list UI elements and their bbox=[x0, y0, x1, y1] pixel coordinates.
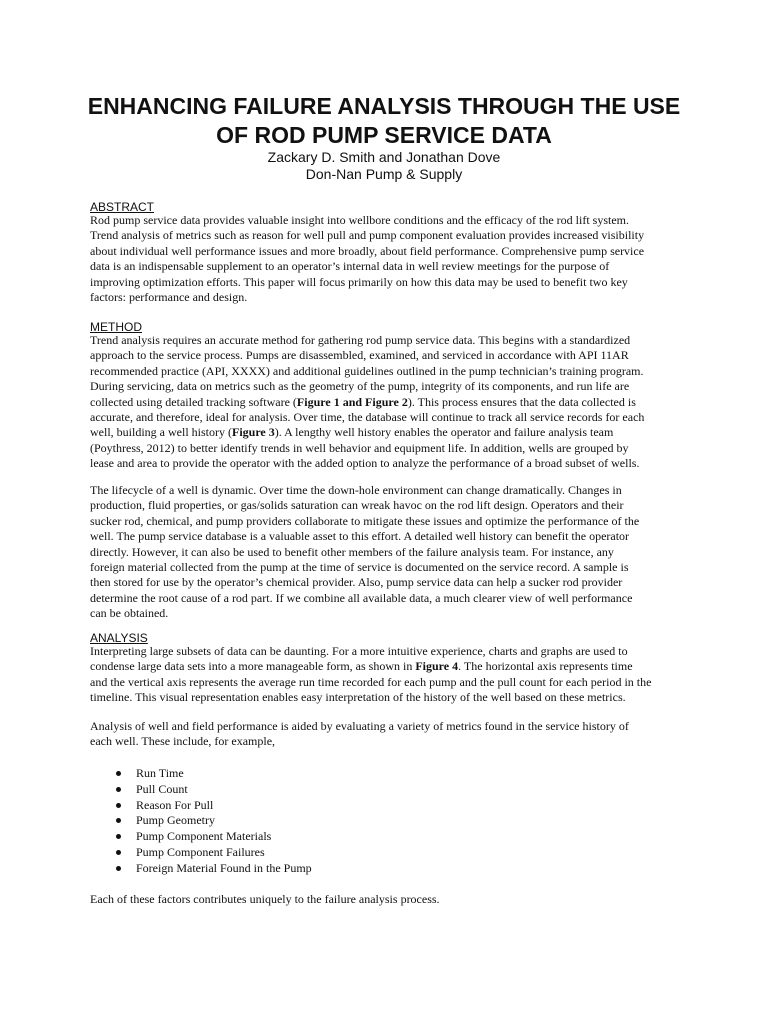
metrics-bullet-list bbox=[116, 766, 312, 877]
text-line: improving optimization efforts. This paper will focus primarily on how this data may be used to benefit two key bbox=[90, 274, 628, 289]
text-line: then stored for use by the operator’s chemical provider. Also, pump service data can help a sucker rod provider bbox=[90, 575, 623, 590]
text-run: condense large data sets into a more manageable form, as shown in bbox=[90, 659, 416, 674]
method-heading: METHOD bbox=[90, 320, 142, 334]
figure-reference: Figure 4 bbox=[415, 659, 459, 674]
text-line: foreign material collected from the pump at the time of service is documented on the service record. A sample is bbox=[90, 560, 629, 575]
list-item-text: Reason For Pull bbox=[136, 797, 214, 812]
text-line: recommended practice (API, XXXX) and additional guidelines outlined in the pump technician’s training program. bbox=[90, 363, 644, 378]
text-line: well. The pump service database is a valuable asset to this effort. A detailed well history can benefit the operator bbox=[90, 529, 630, 544]
bullet-icon bbox=[116, 866, 121, 871]
text-line: data is an indispensable supplement to an operator’s internal data in well review meetings for the purpose of bbox=[90, 259, 610, 274]
method-paragraph-1 bbox=[90, 333, 690, 472]
bullet-icon bbox=[116, 771, 121, 776]
text-line: Trend analysis of metrics such as reason for well pull and pump component evaluation provides increased visibility bbox=[90, 228, 645, 243]
text-line: can be obtained. bbox=[90, 606, 169, 621]
text-line: During servicing, data on metrics such as the geometry of the pump, integrity of its components, and run life are bbox=[90, 379, 630, 394]
list-item-text: Foreign Material Found in the Pump bbox=[136, 860, 312, 875]
list-item bbox=[116, 845, 312, 861]
text-line: (Poythress, 2012) to better identify trends in well behavior and equipment life. In addition, wells are grouped by bbox=[90, 440, 629, 455]
method-paragraph-2 bbox=[90, 483, 690, 622]
text-line bbox=[90, 395, 690, 410]
list-item bbox=[116, 766, 312, 782]
text-line: timeline. This visual representation enables easy interpretation of the history of the well based on these metrics. bbox=[90, 690, 626, 705]
text-line: Interpreting large subsets of data can be daunting. For a more intuitive experience, charts and graphs are used to bbox=[90, 644, 628, 658]
bullet-icon bbox=[116, 787, 121, 792]
list-item bbox=[116, 813, 312, 829]
analysis-paragraph-2 bbox=[90, 719, 690, 750]
list-item bbox=[116, 861, 312, 877]
figure-reference: Figure 3 bbox=[231, 425, 275, 440]
abstract-heading: ABSTRACT bbox=[90, 200, 155, 214]
list-item-text: Pull Count bbox=[136, 781, 188, 796]
paper-title-line-2: OF ROD PUMP SERVICE DATA bbox=[216, 122, 552, 148]
text-line: and the vertical axis represents the average run time recorded for each pump and the pull count for each period in the bbox=[90, 674, 652, 689]
bullet-icon bbox=[116, 834, 121, 839]
text-line: accurate, and therefore, ideal for analysis. Over time, the database will continue to track all service records for each bbox=[90, 410, 645, 425]
text-line: approach to the service process. Pumps are disassembled, examined, and serviced in accordance with API 11AR bbox=[90, 348, 629, 363]
text-line: lease and area to provide the operator with the added option to analyze the performance of a broad subset of wells. bbox=[90, 456, 640, 471]
text-line bbox=[90, 659, 690, 674]
list-item-text: Run Time bbox=[136, 766, 184, 780]
figure-reference: Figure 1 and Figure 2 bbox=[296, 394, 408, 409]
list-item-text: Pump Component Failures bbox=[136, 844, 265, 859]
text-line: The lifecycle of a well is dynamic. Over time the down-hole environment can change dramatically. Changes in bbox=[90, 483, 622, 497]
text-run: ). A lengthy well history enables the operator and failure analysis team bbox=[274, 425, 614, 440]
abstract-paragraph bbox=[90, 213, 690, 305]
text-run: ). This process ensures that the data collected is bbox=[407, 394, 636, 409]
analysis-heading: ANALYSIS bbox=[90, 631, 148, 645]
text-line: Analysis of well and field performance is aided by evaluating a variety of metrics found in the service history of bbox=[90, 719, 629, 733]
bullet-icon bbox=[116, 818, 121, 823]
text-line bbox=[90, 425, 690, 440]
text-line: determine the root cause of a rod part. If we combine all available data, a much clearer view of well performance bbox=[90, 590, 633, 605]
bullet-icon bbox=[116, 850, 121, 855]
text-run: collected using detailed tracking software ( bbox=[90, 394, 297, 409]
text-line: sucker rod, chemical, and pump providers collaborate to mitigate these issues and optimize the performance of the bbox=[90, 513, 640, 528]
list-item bbox=[116, 798, 312, 814]
text-line: Trend analysis requires an accurate method for gathering rod pump service data. This begins with a standardized bbox=[90, 333, 631, 347]
paper-title bbox=[0, 92, 768, 150]
text-run: well, building a well history ( bbox=[90, 425, 232, 440]
text-line: directly. However, it can also be used to benefit other members of the failure analysis team. For instance, any bbox=[90, 544, 614, 559]
text-line: about individual well performance issues and more broadly, about field performance. Comprehensive pump service bbox=[90, 243, 645, 258]
text-line: production, fluid properties, or gas/solids saturation can wreak havoc on the rod lift design. Operators and their bbox=[90, 498, 624, 513]
list-item bbox=[116, 829, 312, 845]
text-line: Rod pump service data provides valuable insight into wellbore conditions and the efficacy of the rod lift system. bbox=[90, 213, 629, 227]
list-item bbox=[116, 782, 312, 798]
analysis-closing-paragraph bbox=[90, 892, 690, 907]
list-item-text: Pump Geometry bbox=[136, 813, 215, 828]
authors: Zackary D. Smith and Jonathan Dove bbox=[267, 149, 501, 165]
list-item-text: Pump Component Materials bbox=[136, 829, 272, 844]
analysis-paragraph-1 bbox=[90, 644, 690, 706]
text-line: each well. These include, for example, bbox=[90, 734, 276, 749]
paper-title-line-1: ENHANCING FAILURE ANALYSIS THROUGH THE USE bbox=[87, 93, 681, 119]
text-line: Each of these factors contributes uniquely to the failure analysis process. bbox=[90, 892, 440, 906]
bullet-icon bbox=[116, 803, 121, 808]
affiliation: Don-Nan Pump & Supply bbox=[305, 166, 463, 182]
text-run: . The horizontal axis represents time bbox=[458, 659, 633, 674]
text-line: factors: performance and design. bbox=[90, 290, 248, 305]
